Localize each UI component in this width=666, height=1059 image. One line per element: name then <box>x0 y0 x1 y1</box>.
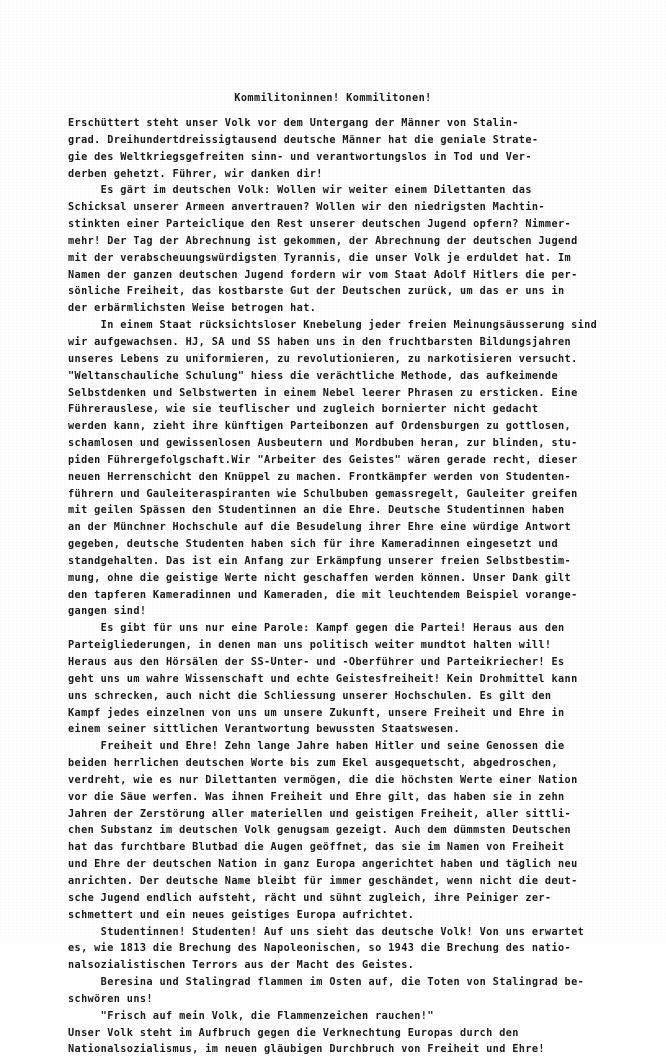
text-line: Jahren der Zerstörung aller materiellen und geistigen Freiheit, aller sittli- <box>68 808 572 820</box>
text-line: mit der verabscheuungswürdigsten Tyrannis, die unser Volk je erduldet hat. Im <box>68 252 572 264</box>
text-line: wir aufgewachsen. HJ, SA und SS haben uns in den fruchtbarsten Bildungsjahren <box>68 336 572 348</box>
text-line: den tapferen Kameradinnen und Kameraden, die mit leuchtendem Beispiel vorange- <box>68 589 578 601</box>
text-line: stinkten einer Parteiclique den Rest unserer deutschen Jugend opfern? Nimmer- <box>68 219 572 231</box>
text-line: vor die Säue werfen. Was ihnen Freiheit und Ehre gilt, das haben sie in zehn <box>68 791 565 803</box>
text-line: Nationalsozialismus, im neuen gläubigen Durchbruch von Freiheit und Ehre! <box>68 1044 545 1056</box>
text-line: Namen der ganzen deutschen Jugend fordern wir vom Staat Adolf Hitlers die per- <box>68 269 578 281</box>
text-line: Studentinnen! Studenten! Auf uns sieht das deutsche Volk! Von uns erwartet <box>68 926 585 938</box>
text-line: Heraus aus den Hörsälen der SS-Unter- und -Oberführer und Parteikriecher! Es <box>68 657 565 668</box>
text-line: anrichten. Der deutsche Name bleibt für immer geschändet, wenn nicht die deut- <box>68 875 578 887</box>
text-line: gie des Weltkriegsgefreiten sinn- und verantwortungslos in Tod und Ver- <box>68 151 532 163</box>
text-line: uns schrecken, auch nicht die Schliessung unserer Hochschulen. Es gilt den <box>68 690 552 702</box>
text-line: der erbärmlichsten Weise betrogen hat. <box>68 303 317 315</box>
text-line: einem seiner sittlichen Verantwortung bewussten Staatswesen. <box>68 724 461 736</box>
text-line: Unser Volk steht im Aufbruch gegen die Verknechtung Europas durch den <box>68 1027 519 1039</box>
text-line: Selbstdenken und Selbstwerten in einem Nebel leerer Phrasen zu ersticken. Eine <box>68 387 578 399</box>
document-body <box>68 116 628 1059</box>
text-line: Führerauslese, wie sie teuflischer und zugleich bornierter nicht gedacht <box>68 404 539 416</box>
text-line: mehr! Der Tag der Abrechnung ist gekommen, der Abrechnung der deutschen Jugend <box>68 235 578 247</box>
text-line: führern und Gauleiteraspiranten wie Schulbuben gemassregelt, Gauleiter greifen <box>68 488 578 500</box>
text-line: Erschüttert steht unser Volk vor dem Untergang der Männer von Stalin- <box>68 118 519 129</box>
text-line: gangen sind! <box>68 606 147 618</box>
text-line: nalsozialistischen Terrors aus der Macht des Geistes. <box>68 960 415 972</box>
text-line: schmettert und ein neues geistiges Europa aufrichtet. <box>68 909 415 921</box>
text-line: derben gehetzt. Führer, wir danken dir! <box>68 168 323 180</box>
text-line: piden Führergefolgschaft.Wir "Arbeiter des Geistes" wären gerade recht, dieser <box>68 454 578 466</box>
text-line: "Weltanschauliche Schulung" hiess die verächtliche Methode, das aufkeimende <box>68 370 559 382</box>
text-line: neuen Herrenschicht den Knüppel zu machen. Frontkämpfer werden von Studenten- <box>68 471 572 483</box>
text-line: Es gärt im deutschen Volk: Wollen wir weiter einem Dilettanten das <box>68 185 532 197</box>
text-line: Es gibt für uns nur eine Parole: Kampf gegen die Partei! Heraus aus den <box>68 623 565 635</box>
text-line: werden kann, zieht ihre künftigen Parteibonzen auf Ordensburgen zu gottlosen, <box>68 421 572 433</box>
text-line: mung, ohne die geistige Werte nicht geschaffen werden können. Unser Dank gilt <box>68 572 572 584</box>
text-line: verdreht, wie es nur Dilettanten vermögen, die die höchsten Werte einer Nation <box>68 774 578 786</box>
text-line: sönliche Freiheit, das kostbarste Gut der Deutschen zurück, um das er uns in <box>68 286 565 298</box>
text-line: In einem Staat rücksichtsloser Knebelung jeder freien Meinungsäusserung sind <box>68 320 598 332</box>
text-line: schamlosen und gewissenlosen Ausbeutern und Mordbuben heran, zur blinden, stu- <box>68 438 578 450</box>
text-line: geht uns um wahre Wissenschaft und echte Geistesfreiheit! Kein Drohmittel kann <box>68 673 578 685</box>
text-line: es, wie 1813 die Brechung des Napoleonischen, so 1943 die Brechung des natio- <box>68 943 572 955</box>
text-line: Schicksal unserer Armeen anvertrauen? Wollen wir den niedrigsten Machtin- <box>68 202 545 214</box>
text-line: Freiheit und Ehre! Zehn lange Jahre haben Hitler und seine Genossen die <box>68 741 565 753</box>
text-line: sche Jugend endlich aufsteht, rächt und sühnt zugleich, ihre Peiniger zer- <box>68 892 552 904</box>
text-line: beiden herrlichen deutschen Worte bis zum Ekel ausgequetscht, abgedroschen, <box>68 758 559 770</box>
text-line: an der Münchner Hochschule auf die Besudelung ihrer Ehre eine würdige Antwort <box>68 522 572 534</box>
text-line: hat das furchtbare Blutbad die Augen geöffnet, das sie im Namen von Freiheit <box>68 842 565 854</box>
text-line: gegeben, deutsche Studenten haben sich für ihre Kameradinnen eingesetzt und <box>68 539 559 551</box>
text-line: schwören uns! <box>68 993 153 1005</box>
text-line: grad. Dreihundertdreissigtausend deutsche Männer hat die geniale Strate- <box>68 134 539 146</box>
text-line: standgehalten. Das ist ein Anfang zur Erkämpfung unserer freien Selbstbestim- <box>68 555 572 567</box>
text-line: mit geilen Spässen den Studentinnen an die Ehre. Deutsche Studentinnen haben <box>68 505 565 517</box>
text-line: "Frisch auf mein Volk, die Flammenzeichen rauchen!" <box>68 1010 434 1022</box>
page-title: Kommilitoninnen! Kommilitonen! <box>234 93 432 104</box>
text-line: unseres Lebens zu uniformieren, zu revolutionieren, zu narkotisieren versucht. <box>68 353 578 365</box>
text-line: Kampf jedes einzelnen von uns um unsere Zukunft, unsere Freiheit und Ehre in <box>68 707 565 719</box>
text-line: Beresina und Stalingrad flammen im Osten auf, die Toten von Stalingrad be- <box>68 977 585 989</box>
text-line: Parteigliederungen, in denen man uns politisch weiter mundtot halten will! <box>68 640 552 652</box>
text-line: und Ehre der deutschen Nation in ganz Europa angerichtet haben und täglich neu <box>68 859 578 871</box>
text-line: chen Substanz im deutschen Volk genugsam gezeigt. Auch dem dümmsten Deutschen <box>68 825 572 837</box>
